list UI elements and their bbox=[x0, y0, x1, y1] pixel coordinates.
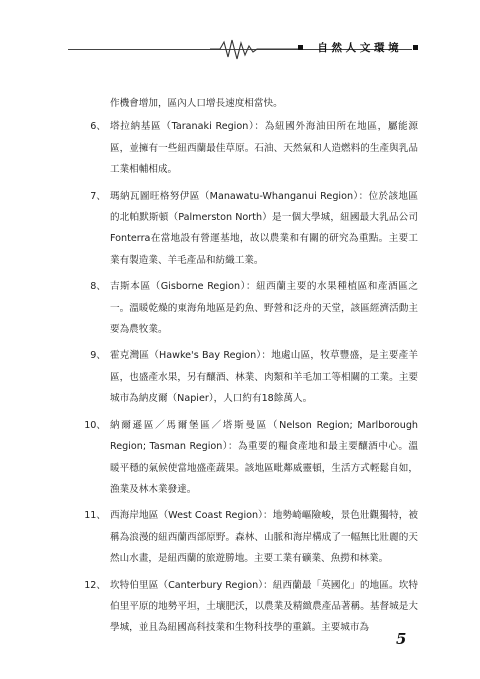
square-bullet-icon bbox=[413, 45, 418, 50]
list-item bbox=[70, 415, 418, 501]
item-text: 瑪納瓦圖旺格努伊區（Manawatu-Whanganui Region）：位於該地區的北帕默斯頓（Palmerston North）是一個大學城，紐國最大乳品公司Fonterra在當地設有營運基地，故以農業和有關的研究為重點。主要工業有製造業、羊毛產品和紡織工業。 bbox=[110, 190, 418, 266]
list-item bbox=[70, 345, 418, 409]
item-number: 11、 bbox=[84, 510, 106, 522]
item-text: 吉斯本區（Gisborne Region）：紐西蘭主要的水果種植區和產酒區之一。溫暖乾燥的東海角地區是釣魚、野營和泛舟的天堂，該區經濟活動主要為農牧業。 bbox=[110, 281, 418, 336]
item-number: 9、 bbox=[90, 350, 106, 362]
item-number: 12、 bbox=[84, 579, 106, 591]
item-text: 霍克灣區（Hawke's Bay Region）：地處山區，牧草豐盛，是主要產羊區，也盛產水果，另有釀酒、林業、肉類和羊毛加工等相關的工業。主要城市為納皮爾（Napier），人口約有18餘萬人。 bbox=[110, 350, 418, 405]
section-title: 自 然 人 文 環 境 bbox=[317, 42, 399, 54]
item-number: 6、 bbox=[90, 121, 106, 133]
square-bullet-icon bbox=[298, 45, 303, 50]
item-number: 7、 bbox=[90, 190, 106, 202]
item-text: 坎特伯里區（Canterbury Region）：紐西蘭最「英國化」的地區。坎特伯里平原的地勢平坦，土壤肥沃，以農業及精緻農產品著稱。基督城是大學城，並且為紐國高科技業和生物科技學的重鎮。主要城市為 bbox=[110, 579, 418, 634]
item-text: 西海岸地區（West Coast Region）：地勢崎嶇險峻，景色壯觀獨特，被稱為浪漫的紐西蘭西部原野。森林、山脈和海岸構成了一幅無比壯麗的天然山水畫，是紐西蘭的旅遊勝地。主要工業有礦業、魚撈和林業。 bbox=[110, 510, 418, 565]
item-number: 10、 bbox=[84, 419, 106, 431]
heartbeat-wave-icon bbox=[210, 38, 300, 62]
page-number: 5 bbox=[396, 630, 407, 648]
item-text: 納爾遜區／馬爾堡區／塔斯曼區（Nelson Region; Marlborough Region; Tasman Region）：為重要的糧食產地和最主要釀酒中心。溫暖平穩的氣候使當地盛產蔬果。該地區毗鄰威靈頓，生活方式輕鬆自如，漁業及林木業發達。 bbox=[110, 419, 418, 495]
list-item bbox=[70, 116, 418, 180]
list-item bbox=[70, 276, 418, 340]
item-number: 8、 bbox=[90, 281, 106, 293]
list-item bbox=[70, 186, 418, 272]
item-text: 塔拉納基區（Taranaki Region）：為紐國外海油田所在地區，屬能源區，並擁有一些紐西蘭最佳草原。石油、天然氣和人造燃料的生產與乳品工業相輔相成。 bbox=[110, 121, 418, 176]
section-title-badge bbox=[298, 40, 418, 55]
list-item bbox=[70, 575, 418, 639]
main-text bbox=[70, 93, 418, 644]
intro-paragraph: 作機會增加，區內人口增長速度相當快。 bbox=[110, 98, 283, 109]
list-item bbox=[70, 505, 418, 569]
